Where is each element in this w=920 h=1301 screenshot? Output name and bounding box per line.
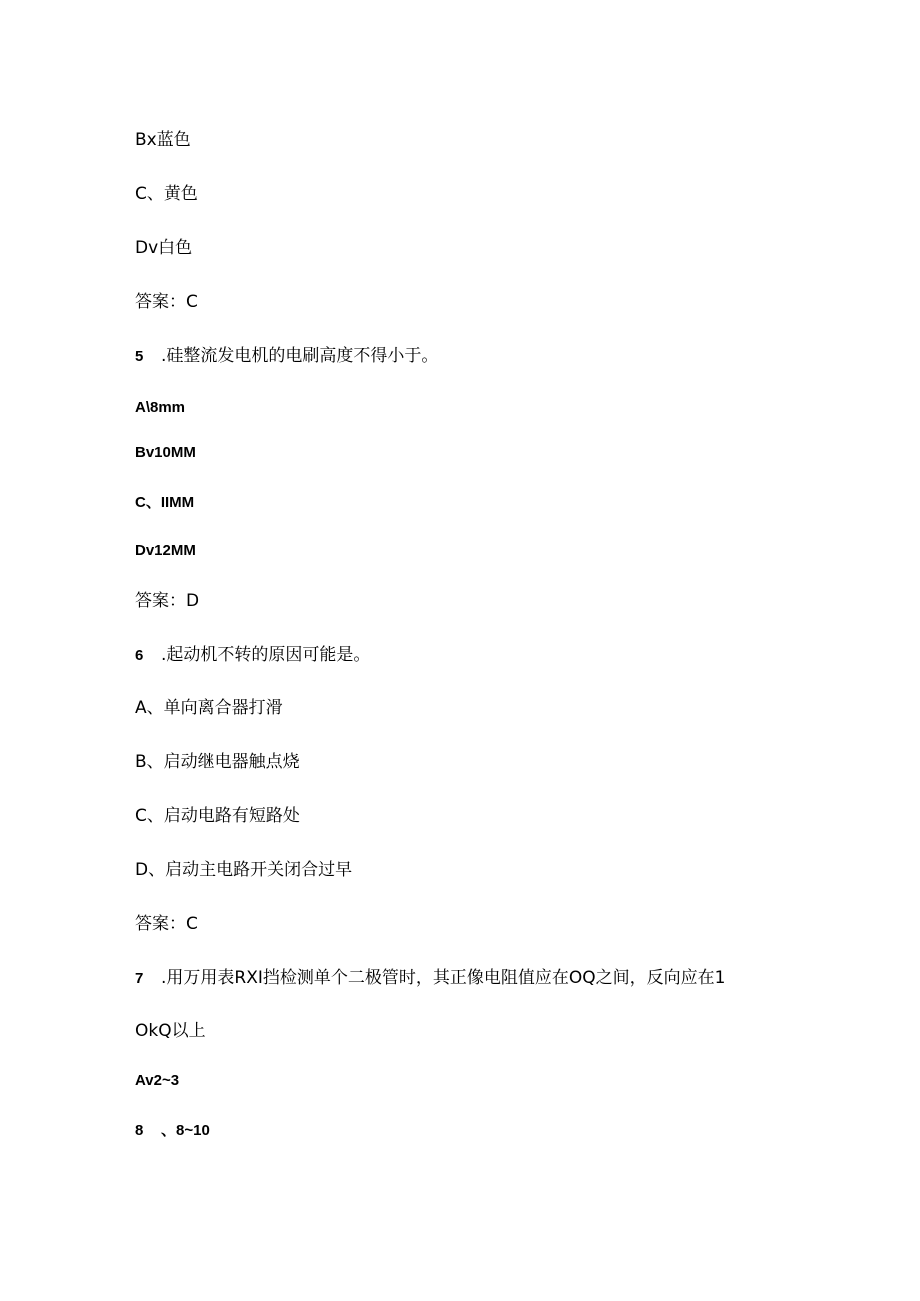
option-d-text: Dv白色 [135,238,193,258]
option-b-text: Bv10MM [135,444,196,461]
answer-line [135,291,198,313]
question-text: 、8~10 [161,1122,210,1139]
option-b-text: B、启动继电器触点烧 [135,752,300,772]
question-text: .用万用表RXI挡检测单个二极管时，其正像电阻值应在OQ之间，反向应在1 [161,968,726,988]
option-c-line [135,805,300,827]
option-a-text: A\8mm [135,399,186,416]
answer-line [135,590,199,612]
option-d-text: Dv12MM [135,542,196,559]
option-a-text: A、单向离合器打滑 [135,698,283,718]
question-text: .起动机不转的原因可能是。 [161,645,371,665]
question-6 [135,644,370,667]
option-a-text: Av2~3 [135,1072,180,1089]
option-a-line [135,697,283,719]
option-d-text: D、启动主电路开关闭合过早 [135,860,353,880]
option-d-line [135,237,192,259]
option-a-line [135,397,185,419]
question-number: 5 [135,348,144,365]
question-5 [135,345,438,368]
option-a-line [135,1070,179,1092]
question-7-continuation [135,1020,206,1042]
question-7 [135,967,725,990]
answer-line [135,913,198,935]
option-b-line [135,751,300,773]
option-b-line [135,129,191,151]
question-8 [135,1120,210,1142]
answer-text: 答案：C [135,292,198,312]
option-b-text: Bx蓝色 [135,130,191,150]
question-number: 6 [135,647,144,664]
question-number: 8 [135,1122,144,1139]
option-d-line [135,540,196,562]
option-c-line [135,492,194,514]
option-c-text: C、IIMM [135,494,195,511]
answer-text: 答案：C [135,914,198,934]
question-number: 7 [135,970,144,987]
option-c-line [135,183,198,205]
option-d-line [135,859,352,881]
option-b-line [135,442,196,464]
option-c-text: C、黄色 [135,184,198,204]
question-text-continuation: OkQ以上 [135,1021,206,1041]
answer-text: 答案：D [135,591,200,611]
option-c-text: C、启动电路有短路处 [135,806,300,826]
question-text: .硅整流发电机的电刷高度不得小于。 [161,346,439,366]
